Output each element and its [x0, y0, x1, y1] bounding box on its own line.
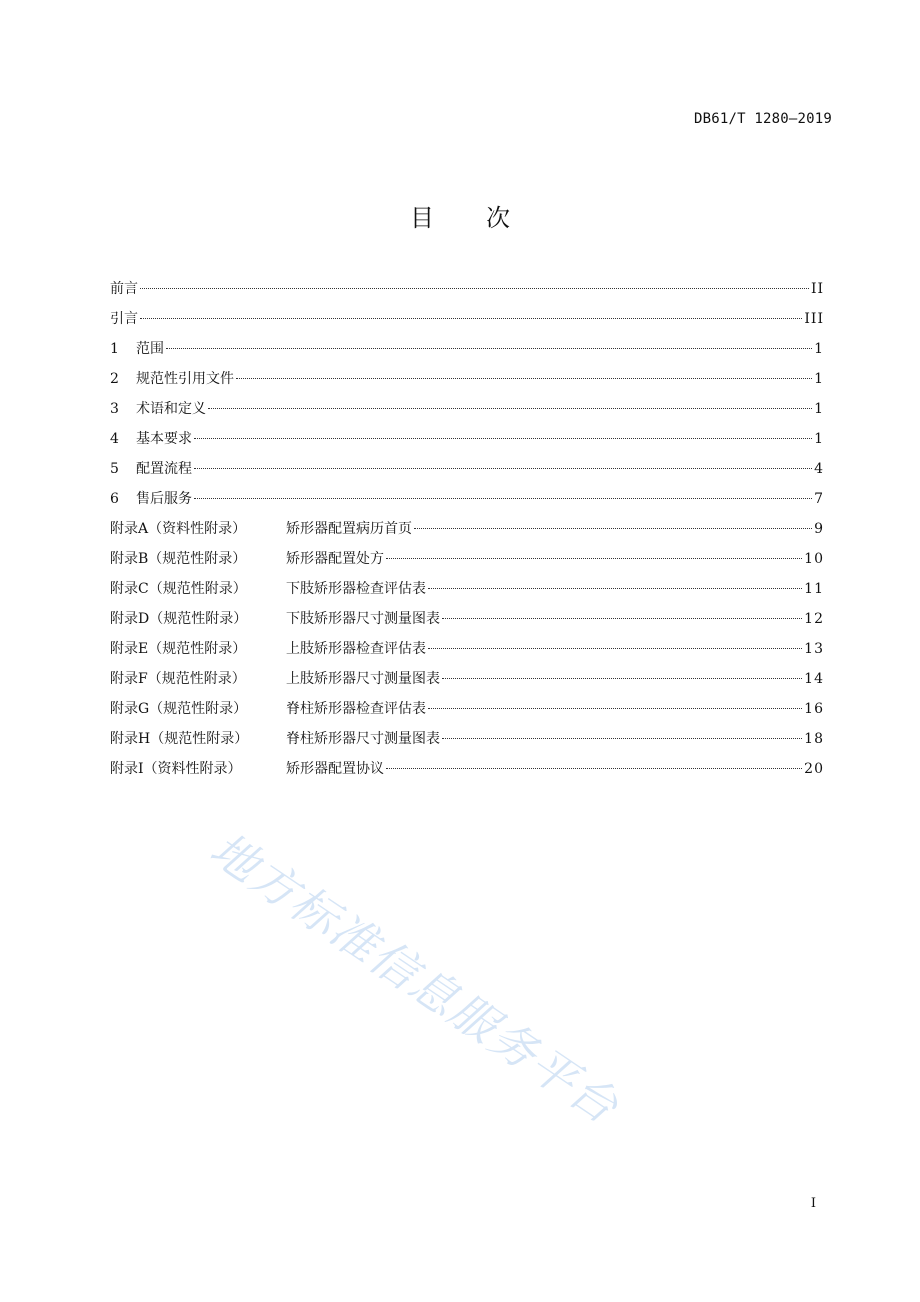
appendix-title: 脊柱矫形器尺寸测量图表: [286, 731, 440, 747]
toc-entry-number: 4: [110, 431, 119, 447]
toc-appendix-entry[interactable]: [110, 516, 824, 546]
appendix-page: 10: [804, 551, 824, 567]
appendix-title: 下肢矫形器检查评估表: [286, 581, 426, 597]
appendix-page: 16: [804, 701, 824, 717]
toc-entry-label: 引言: [110, 311, 138, 327]
appendix-prefix: 附录A（资料性附录）: [110, 521, 247, 537]
toc-entry-page: II: [810, 281, 824, 297]
toc-entry[interactable]: [110, 486, 824, 516]
toc-entry-label: 售后服务: [136, 491, 192, 507]
appendix-page: 20: [804, 761, 824, 777]
dot-leader: [442, 738, 802, 739]
dot-leader: [414, 528, 812, 529]
appendix-page: 12: [804, 611, 824, 627]
appendix-title: 矫形器配置处方: [286, 551, 384, 567]
toc-entry-label: 范围: [136, 341, 164, 357]
dot-leader: [386, 768, 802, 769]
toc-entry-page: 1: [814, 341, 824, 357]
dot-leader: [236, 378, 812, 379]
toc-entry-page: 4: [814, 461, 824, 477]
appendix-prefix: 附录E（规范性附录）: [110, 641, 247, 657]
toc-entry-page: 1: [814, 431, 824, 447]
dot-leader: [428, 708, 802, 709]
appendix-prefix: 附录F（规范性附录）: [110, 671, 246, 687]
appendix-page: 11: [804, 581, 824, 597]
appendix-page: 9: [814, 521, 824, 537]
appendix-prefix: 附录H（规范性附录）: [110, 731, 249, 747]
toc-appendix-entry[interactable]: [110, 696, 824, 726]
toc-appendix-entry[interactable]: [110, 636, 824, 666]
toc-entry-label: 规范性引用文件: [136, 371, 234, 387]
toc-appendix-entry[interactable]: [110, 756, 824, 786]
toc-appendix-entry[interactable]: [110, 576, 824, 606]
appendix-page: 14: [804, 671, 824, 687]
appendix-prefix: 附录D（规范性附录）: [110, 611, 248, 627]
dot-leader: [140, 318, 802, 319]
toc-entry-number: 6: [110, 491, 119, 507]
toc-entry[interactable]: [110, 396, 824, 426]
toc-entry-number: 2: [110, 371, 119, 387]
appendix-prefix: 附录C（规范性附录）: [110, 581, 247, 597]
appendix-prefix: 附录B（规范性附录）: [110, 551, 247, 567]
dot-leader: [386, 558, 802, 559]
appendix-title: 矫形器配置协议: [286, 761, 384, 777]
toc-entry[interactable]: [110, 276, 824, 306]
appendix-prefix: 附录I（资料性附录）: [110, 761, 242, 777]
dot-leader: [194, 468, 812, 469]
toc-entry[interactable]: [110, 336, 824, 366]
toc-entry-label: 基本要求: [136, 431, 192, 447]
toc-entry-number: 5: [110, 461, 119, 477]
dot-leader: [428, 648, 802, 649]
toc-appendix-entry[interactable]: [110, 546, 824, 576]
title-char-2: 次: [486, 204, 510, 232]
toc-entry-page: 1: [814, 401, 824, 417]
standard-code: DB61/T 1280—2019: [693, 111, 832, 127]
toc-entry-label: 前言: [110, 281, 138, 297]
appendix-page: 13: [804, 641, 824, 657]
toc-entry[interactable]: [110, 456, 824, 486]
appendix-title: 下肢矫形器尺寸测量图表: [286, 611, 440, 627]
table-of-contents: [110, 276, 824, 786]
toc-appendix-entry[interactable]: [110, 606, 824, 636]
appendix-page: 18: [804, 731, 824, 747]
appendix-title: 上肢矫形器尺寸测量图表: [286, 671, 440, 687]
dot-leader: [428, 588, 802, 589]
toc-entry[interactable]: [110, 366, 824, 396]
dot-leader: [194, 438, 812, 439]
appendix-title: 矫形器配置病历首页: [286, 521, 412, 537]
appendix-title: 脊柱矫形器检查评估表: [286, 701, 426, 717]
toc-entry-page: 1: [814, 371, 824, 387]
toc-entry-number: 3: [110, 401, 119, 417]
appendix-prefix: 附录G（规范性附录）: [110, 701, 248, 717]
toc-entry[interactable]: [110, 426, 824, 456]
dot-leader: [442, 618, 802, 619]
dot-leader: [194, 498, 812, 499]
title-char-1: 目: [410, 204, 434, 232]
toc-entry-label: 配置流程: [136, 461, 192, 477]
toc-appendix-entry[interactable]: [110, 666, 824, 696]
page-number: I: [810, 1196, 816, 1211]
toc-entry-page: 7: [814, 491, 824, 507]
toc-entry-label: 术语和定义: [136, 401, 206, 417]
dot-leader: [140, 288, 809, 289]
dot-leader: [442, 678, 802, 679]
dot-leader: [166, 348, 812, 349]
watermark: 地方标准信息服务平台: [200, 821, 629, 1135]
toc-appendix-entry[interactable]: [110, 726, 824, 756]
toc-entry-number: 1: [110, 341, 119, 357]
dot-leader: [208, 408, 812, 409]
page-title: [0, 198, 920, 233]
toc-entry-page: III: [804, 311, 824, 327]
toc-entry[interactable]: [110, 306, 824, 336]
appendix-title: 上肢矫形器检查评估表: [286, 641, 426, 657]
